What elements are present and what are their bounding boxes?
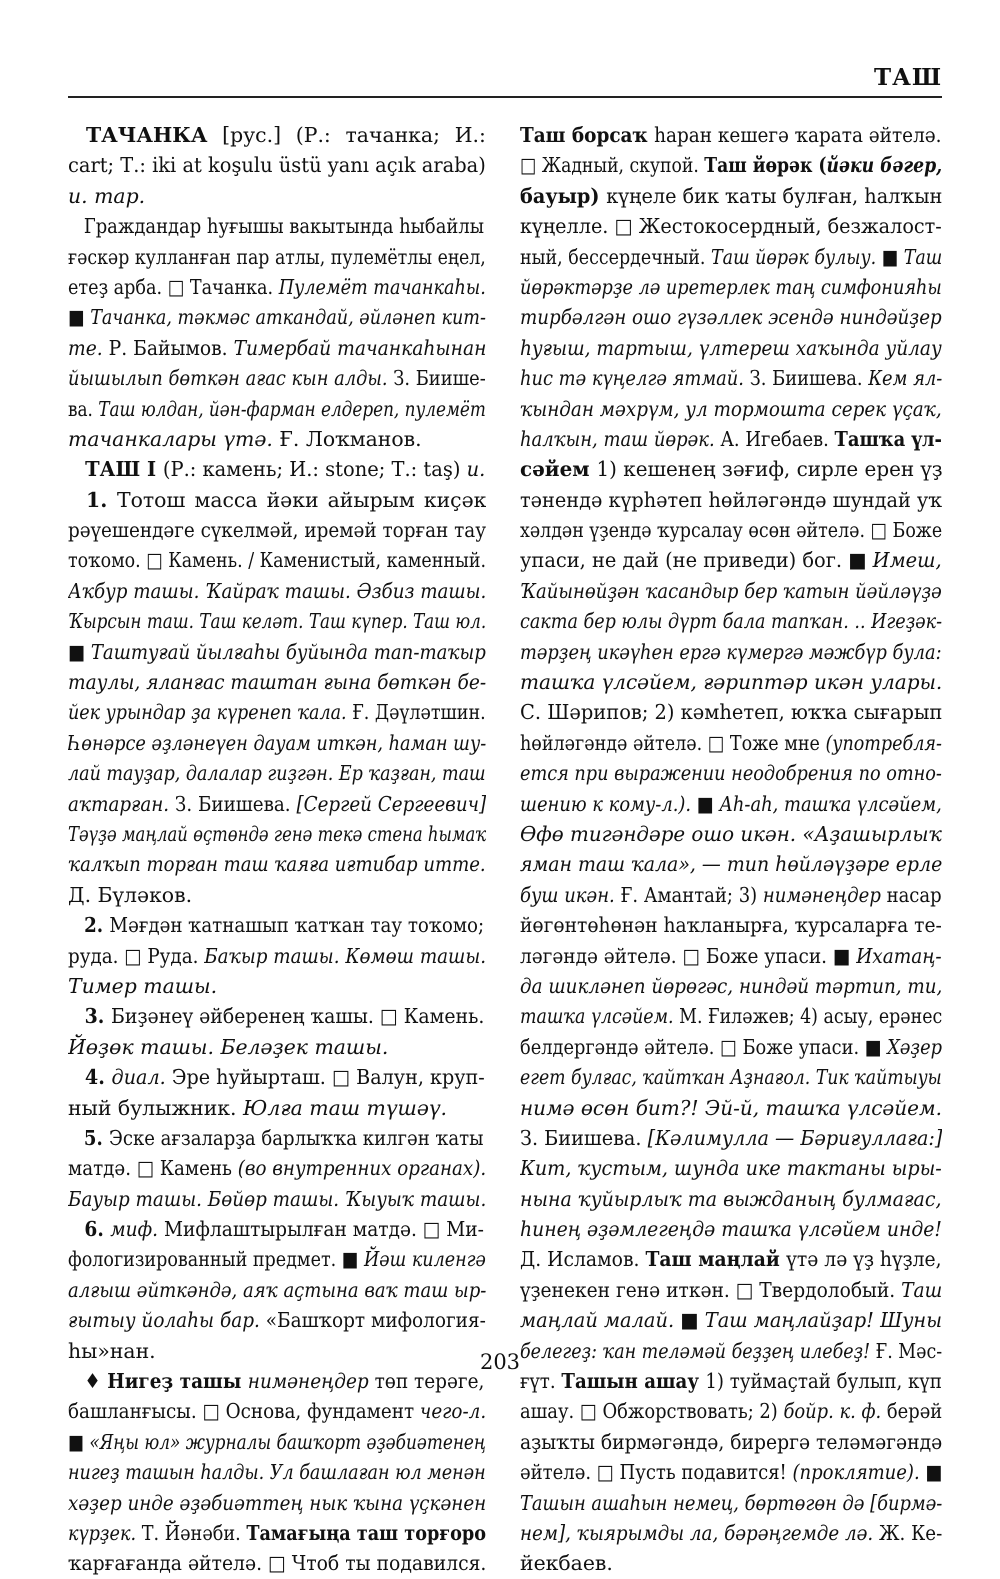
dictionary-line <box>68 211 502 241</box>
dictionary-line <box>68 120 486 150</box>
text-run: белегеҙ: ҡан теләмәй беҙҙең илебеҙ! <box>520 1338 876 1363</box>
text-run: буш икән. <box>520 882 621 907</box>
dictionary-line <box>68 697 486 727</box>
dictionary-line <box>520 576 942 606</box>
text-run: белдергәндә әйтелә. □ Боже упаси. ■ <box>520 1034 888 1059</box>
text-run: Тимербай тачанкаһынан <box>233 335 487 360</box>
text-run: Д. Исламов. <box>520 1247 646 1272</box>
dictionary-line <box>68 454 503 484</box>
text-run: ташҡа үлсәйем, ғәриптәр икән улары. <box>520 670 943 695</box>
text-run: Ғ. Амантай; 3) <box>620 882 763 907</box>
text-run: Аһ-аһ, ташҡа үлсәйем, <box>719 791 942 816</box>
text-run: егет булғас, ҡайтҡан Аҙнағол. Тик ҡайтыуы <box>520 1065 942 1090</box>
dictionary-line <box>68 880 486 910</box>
text-run: [Кәлимулла — Бәриғуллаға:] <box>647 1125 943 1150</box>
dictionary-line <box>68 1548 486 1578</box>
text-run: Таш <box>903 244 943 269</box>
text-run: «Башҡорт мифология- <box>265 1308 486 1333</box>
text-run: Ғ. Мәс- <box>875 1338 943 1363</box>
dictionary-line <box>520 1001 942 1031</box>
text-run: Кит, ҡустым, шунда ике тактаны ыры- <box>520 1156 942 1181</box>
text-run: и. <box>466 457 486 482</box>
dictionary-line <box>68 1001 503 1031</box>
dictionary-line <box>520 181 942 211</box>
dictionary-line <box>68 819 486 849</box>
text-run: [рус.] (Р.: тачанка; И.: <box>207 123 486 147</box>
text-run: Пулемёт тачанкаһы. <box>278 274 486 299</box>
text-run: ется при выражении неодобрения по отно- <box>520 761 942 786</box>
text-run: ■ <box>680 1308 705 1333</box>
text-run: М. Ғиләжев; 4) асыу, ерәнес <box>679 1004 943 1029</box>
text-run: һинең әҙәмлегеңдә ташҡа үлсәйем инде! <box>520 1217 942 1242</box>
text-run: Ғ. Лоҡманов. <box>279 426 422 451</box>
dictionary-line <box>520 1518 942 1548</box>
text-run: нимә өсөн бит?! Эй-й, ташҡа үлсәйем. <box>520 1095 942 1120</box>
dictionary-line <box>520 242 942 272</box>
text-run: Мифлаштырылған матдә. □ Ми- <box>164 1217 484 1242</box>
dictionary-line <box>520 667 942 697</box>
text-run: фологизированный предмет. ■ <box>68 1247 364 1272</box>
text-run: күрҙек. <box>68 1520 142 1545</box>
dictionary-line <box>68 1093 486 1123</box>
text-run: берәй <box>886 1399 942 1424</box>
text-run: Имеш, <box>872 548 942 573</box>
dictionary-line <box>68 1153 486 1183</box>
text-run: Аҡбур ташы. Ҡайраҡ ташы. Әзбиз ташы. <box>68 578 487 603</box>
text-run: нем], ҡыярымды ла, бәрәңгемде лә. <box>520 1520 880 1545</box>
dictionary-line <box>520 971 942 1001</box>
dictionary-line <box>68 424 486 454</box>
dictionary-line <box>520 1153 942 1183</box>
dictionary-line <box>520 697 942 727</box>
dictionary-line <box>68 1305 486 1335</box>
dictionary-line <box>68 789 486 819</box>
text-run: [Сергей Сергеевич] <box>296 791 487 816</box>
text-run: ва. <box>68 396 99 421</box>
dictionary-line <box>520 728 942 758</box>
text-run: ТАШ I <box>85 457 163 482</box>
dictionary-line <box>520 1214 942 1244</box>
dictionary-line <box>68 1518 486 1548</box>
dictionary-line <box>68 1244 486 1274</box>
dictionary-line <box>68 394 486 424</box>
text-run: тәнендә күрһәтеп һөйләгәндә шундай уҡ <box>520 487 943 512</box>
dictionary-line <box>520 333 942 363</box>
text-run: Таш йөрәк булыу. <box>711 244 882 269</box>
dictionary-line <box>520 1184 942 1214</box>
text-run: 1) кешенең зәғиф, сирле ерен үҙ <box>596 457 943 482</box>
text-run: тачанкалары үтә. <box>68 426 280 451</box>
text-run: ♦ Нигеҙ ташы <box>84 1369 248 1394</box>
text-run: күңелле. □ Жестокосердный, безжалост- <box>520 214 942 239</box>
dictionary-line <box>68 667 486 697</box>
text-run: матдә. □ Камень <box>68 1156 238 1181</box>
dictionary-line <box>520 941 942 971</box>
dictionary-line <box>68 150 486 180</box>
text-run: ■ <box>68 305 91 330</box>
text-run: ■ <box>925 1460 942 1485</box>
text-run: Д. Бүләков. <box>68 882 193 907</box>
dictionary-line <box>68 1457 486 1487</box>
text-run: З. Биишева. <box>174 791 297 816</box>
text-run: чего-л. <box>419 1399 486 1424</box>
text-run: йышылып бөткән ағас кын алды. <box>68 366 394 391</box>
text-run: ташҡа үлсәйем. <box>520 1004 680 1029</box>
text-run: миф. <box>110 1217 165 1242</box>
dictionary-line <box>68 1062 503 1092</box>
text-run: ҡындан мәхрүм, ул тормошта серек үҫаҡ, <box>520 396 942 421</box>
text-run: маңлай малай. <box>520 1308 681 1333</box>
text-run: сакта бер юлы дүрт бала тапҡан. .. Игеҙәк- <box>520 609 942 634</box>
text-run: (проклятие). <box>792 1460 926 1485</box>
text-run: Биҙәнеү әйберенең ҡашы. □ Камень. <box>110 1004 485 1029</box>
dictionary-line <box>68 1275 486 1305</box>
text-run: тәрҙең икәүһен ергә күмергә мәжбүр була: <box>520 639 942 664</box>
text-run: тирбәлгән ошо гүзәллек эсендә ниндәйҙер <box>520 305 942 330</box>
dictionary-line <box>520 394 942 424</box>
dictionary-line <box>520 1488 942 1518</box>
dictionary-line <box>68 637 486 667</box>
dictionary-line <box>520 272 942 302</box>
dictionary-line <box>520 1244 942 1274</box>
text-run: Юлға таш түшәү. <box>243 1095 448 1120</box>
text-run: Ташын ашау <box>561 1369 706 1394</box>
text-run: Һөнәрсе әҙләнеүен дауам иткән, һаман шу- <box>68 730 486 755</box>
text-run: ный булыжник. <box>68 1095 243 1120</box>
text-run: Ғ. Дәүләтшин. <box>352 700 486 725</box>
dictionary-line <box>520 150 942 180</box>
text-run: Таштуғай йылғаһы буйында тап-таҡыр <box>90 639 486 664</box>
dictionary-line <box>68 545 486 575</box>
text-run: алғыш әйткәндә, аяҡ аҫтына ваҡ таш ыр- <box>68 1277 486 1302</box>
dictionary-line <box>68 181 486 211</box>
text-run: тоҡомо. □ Камень. / Каменистый, каменный. <box>68 548 486 573</box>
text-run: 4. <box>84 1065 112 1090</box>
dictionary-line <box>68 363 486 393</box>
dictionary-line <box>520 1396 942 1426</box>
dictionary-line <box>68 515 486 545</box>
dictionary-line <box>520 454 942 484</box>
text-run: 5. <box>83 1125 110 1150</box>
dictionary-line <box>520 545 942 575</box>
text-run: Мәғдән ҡатнашып ҡатҡан тау тоҡомо; <box>109 913 485 938</box>
text-run: сәйем <box>520 457 597 482</box>
text-run: ашау. □ Обжорствовать; 2) <box>520 1399 784 1424</box>
text-run: бойр. к. ф. <box>783 1399 887 1424</box>
text-run: Эре һуйырташ. □ Валун, круп- <box>171 1065 485 1090</box>
dictionary-line <box>520 789 942 819</box>
text-run: бауыр) <box>520 183 607 208</box>
dictionary-line <box>520 1123 942 1153</box>
text-run: А. Игебаев. <box>720 426 835 451</box>
dictionary-line <box>520 485 942 515</box>
text-run: З. Биишe- <box>393 366 486 391</box>
dictionary-line <box>68 576 486 606</box>
dictionary-line <box>68 849 486 879</box>
text-run: «Яңы юл» журналы башҡорт әҙәбиәтенең <box>89 1429 486 1454</box>
running-head <box>68 62 942 98</box>
text-run: Бауыр ташы. Бөйөр ташы. Ҡыуыҡ ташы. <box>68 1186 486 1211</box>
dictionary-line <box>520 120 942 150</box>
text-run: С. Шәрипов; 2) кәмһетеп, юҡҡа сығарып <box>520 700 943 725</box>
text-run: 3. <box>84 1004 111 1029</box>
text-run: һы»нан. <box>68 1338 156 1363</box>
dictionary-line <box>520 849 942 879</box>
text-run: йекбаев. <box>520 1551 613 1576</box>
dictionary-line <box>520 637 942 667</box>
text-run: Йөҙөк ташы. Беләҙек ташы. <box>68 1034 389 1059</box>
text-run: таулы, яланғас таштан ғына бөткән бе- <box>68 670 487 695</box>
dictionary-line <box>68 941 486 971</box>
text-run: шению к кому-л.). <box>520 791 697 816</box>
text-run: 1) туймаҫтай булып, күп <box>705 1369 942 1394</box>
text-run: ■ <box>881 244 904 269</box>
text-run: ғытыу йолаһы бар. <box>68 1308 266 1333</box>
dictionary-line <box>520 424 942 454</box>
text-run: Тамағыңа таш торғоро <box>246 1520 486 1545</box>
text-run: ҡарғағанда әйтелә. □ Чтоб ты подавился. <box>68 1551 486 1576</box>
text-run: cart; Т.: iki at koşulu üstü yanı açık araba) <box>68 153 486 178</box>
text-run: ■ <box>68 639 91 664</box>
text-run: Таш маңлайҙар! Шуны <box>704 1308 942 1333</box>
text-run: йөрәктәрҙе лә иретерлек таң симфонияһы <box>520 274 942 299</box>
dictionary-line <box>68 910 502 940</box>
text-run: һалҡын, таш йөрәк. <box>520 426 721 451</box>
text-run: насар <box>886 882 942 907</box>
text-run: руда. □ Руда. <box>68 943 205 968</box>
text-run: Баҡыр ташы. Көмөш ташы. <box>204 943 487 968</box>
dictionary-line <box>68 1184 486 1214</box>
text-run: Йәш киленгә <box>363 1247 486 1272</box>
text-run: төп терәге, <box>374 1369 485 1394</box>
text-run: 2. <box>84 913 110 938</box>
text-run: Тимер ташы. <box>68 973 218 998</box>
text-run: 6. <box>84 1217 111 1242</box>
text-run: Кем ял- <box>868 366 942 391</box>
dictionary-line <box>68 606 486 636</box>
text-run: лай тауҙар, далалар гиҙгән. Ер ҡаҙған, таш <box>68 761 486 786</box>
text-run: З. Биишева. <box>520 1125 648 1150</box>
text-run: әйтелә. □ Пусть подавится! <box>520 1460 793 1485</box>
text-run: йәки бәгер, <box>826 153 942 178</box>
dictionary-line <box>520 1275 942 1305</box>
text-run: ный, бессердечный. <box>520 244 712 269</box>
dictionary-line <box>520 1093 942 1123</box>
text-run: ТАЧАНКА <box>86 123 208 147</box>
text-run: ■ <box>68 1429 90 1454</box>
text-run: Ташҡа үл- <box>834 426 942 451</box>
dictionary-line <box>68 971 486 1001</box>
text-run: рәүешендәге сүкелмәй, иремәй торған тау <box>68 518 487 543</box>
text-run: Тотош масса йәки айырым киҫәк <box>117 487 486 512</box>
text-run: и. тар. <box>68 183 146 208</box>
text-run: Тәүҙә маңлай өҫтөндә генә текә стена һымаҡ <box>68 821 487 846</box>
text-run: 1. <box>86 487 117 512</box>
text-run: ғәскәр кулланған пар атлы, пулемётлы еңел, <box>68 244 486 269</box>
text-run: Граждандар һуғышы вакытында һыбайлы <box>83 214 484 239</box>
dictionary-line <box>520 1548 942 1578</box>
dictionary-line <box>520 910 942 940</box>
text-run: Таш йөрәк ( <box>704 153 827 178</box>
text-run: хәлдән үҙендә ҡурсалау өсөн әйтелә. □ Боже <box>520 518 943 543</box>
text-run: нимәнеңдер <box>247 1369 375 1394</box>
text-run: Таш <box>901 1277 942 1302</box>
page-number: 203 <box>479 1350 521 1374</box>
dictionary-line <box>520 1062 942 1092</box>
dictionary-line <box>520 880 942 910</box>
dictionary-line <box>68 485 486 515</box>
text-run: йөгөнтөһөнән һаҡланырға, ҡурсаларға те- <box>520 913 942 938</box>
dictionary-line <box>68 1123 502 1153</box>
text-run: нына ҡуйырлыҡ та выжданың булмағас, <box>520 1186 942 1211</box>
text-run: Ж. Ке- <box>879 1520 943 1545</box>
text-run: башланғысы. □ Основа, фундамент <box>68 1399 420 1424</box>
text-run: Таш маңлай <box>645 1247 787 1272</box>
dictionary-line <box>68 728 486 758</box>
text-run: □ Жадный, скупой. <box>520 153 705 178</box>
text-run: Хәҙер <box>887 1034 942 1059</box>
text-run: Ҡырсын таш. Таш келәт. Таш күпер. Таш юл. <box>68 609 486 634</box>
dictionary-line <box>520 758 942 788</box>
dictionary-line <box>68 1032 486 1062</box>
text-run: (употребля- <box>825 730 942 755</box>
text-run: Т. Йәнәби. <box>141 1520 247 1545</box>
text-run: һөйләгәндә әйтелә. □ Тоже мне <box>520 730 826 755</box>
text-run: нигеҙ ташын һалды. Ул башлаған юл менән <box>68 1460 486 1485</box>
dictionary-line <box>68 1488 486 1518</box>
text-run: нимәнеңдер <box>762 882 887 907</box>
text-run: яман таш ҡала», — тип һөйләүҙәре ерле <box>520 852 943 877</box>
dictionary-line <box>520 515 942 545</box>
dictionary-line <box>68 272 486 302</box>
text-run: (Р.: камень; И.: stone; Т.: taş) <box>162 457 467 482</box>
text-run: Эске ағзаларҙа барлыҡҡа килгән ҡаты <box>109 1125 484 1150</box>
text-run: те. <box>68 335 109 360</box>
text-run: һис тә күңелгә ятмай. <box>520 366 750 391</box>
text-run: йек урындар ҙа күренеп ҡала. <box>68 700 353 725</box>
dictionary-line <box>68 333 486 363</box>
text-run: һаран кешегә ҡарата әйтелә. <box>654 123 942 147</box>
text-run: Өфө тигәндәре ошо икән. «Аҙашырлыҡ <box>520 821 942 846</box>
text-run: Ташын ашаһын немец, бөртөгөн дә [бирмә- <box>520 1490 942 1515</box>
text-run: Р. Байымов. <box>108 335 234 360</box>
text-run: хәҙер инде әҙәбиәттең нык ҡына үҫкәнен <box>68 1490 487 1515</box>
text-run: диал. <box>111 1065 172 1090</box>
text-run: упаси, не дай (не приведи) бог. ■ <box>520 548 873 573</box>
text-run: З. Биишева. <box>749 366 869 391</box>
running-head-title: ТАШ <box>873 64 942 91</box>
text-run: да шикләнеп йөрөгәс, ниндәй тәртип, ти, <box>520 973 943 998</box>
dictionary-line <box>520 211 942 241</box>
text-run: Ҡайынөйҙән ҡасандыр бер ҡатын йәйләүҙә <box>520 578 942 603</box>
dictionary-line <box>520 1032 942 1062</box>
dictionary-line <box>68 1396 486 1426</box>
text-run: ҡалҡып торған таш ҡаяға иғтибар итте. <box>68 852 486 877</box>
text-run: ■ <box>696 791 720 816</box>
text-run: Таш юлдан, йән-фарман елдереп, пулемёт <box>98 396 486 421</box>
text-run: аҙыҡты бирмәгәндә, бирергә теләмәгәндә <box>520 1429 943 1454</box>
dictionary-line <box>520 1305 942 1335</box>
text-run: үҙенекен генә иткән. □ Твердолобый. <box>520 1277 902 1302</box>
dictionary-line <box>520 1457 942 1487</box>
text-run: Таш борсаҡ <box>520 123 655 147</box>
dictionary-line <box>520 363 942 393</box>
text-run: Тачанка, тәкмәс аткандай, әйләнеп кит- <box>90 305 486 330</box>
dictionary-line <box>68 242 486 272</box>
text-run: Ихатаң- <box>856 943 942 968</box>
dictionary-line <box>520 606 942 636</box>
text-run: ләгәндә әйтелә. □ Боже упаси. ■ <box>520 943 857 968</box>
dictionary-line <box>68 1214 502 1244</box>
dictionary-line <box>68 302 486 332</box>
text-run: (во внутренних органах). <box>237 1156 487 1181</box>
text-run: һуғыш, тартыш, үлтереш хаҡында уйлау <box>520 335 942 360</box>
text-run: ғүт. <box>520 1369 562 1394</box>
text-run: күңеле бик ҡаты булған, һалҡын <box>606 183 943 208</box>
dictionary-line <box>520 302 942 332</box>
text-run: етеҙ арба. □ Тачанка. <box>68 274 279 299</box>
dictionary-line <box>68 758 486 788</box>
text-run: аҡтарған. <box>68 791 175 816</box>
text-run: үтә лә үҙ һүҙле, <box>786 1247 942 1272</box>
dictionary-line <box>520 819 942 849</box>
